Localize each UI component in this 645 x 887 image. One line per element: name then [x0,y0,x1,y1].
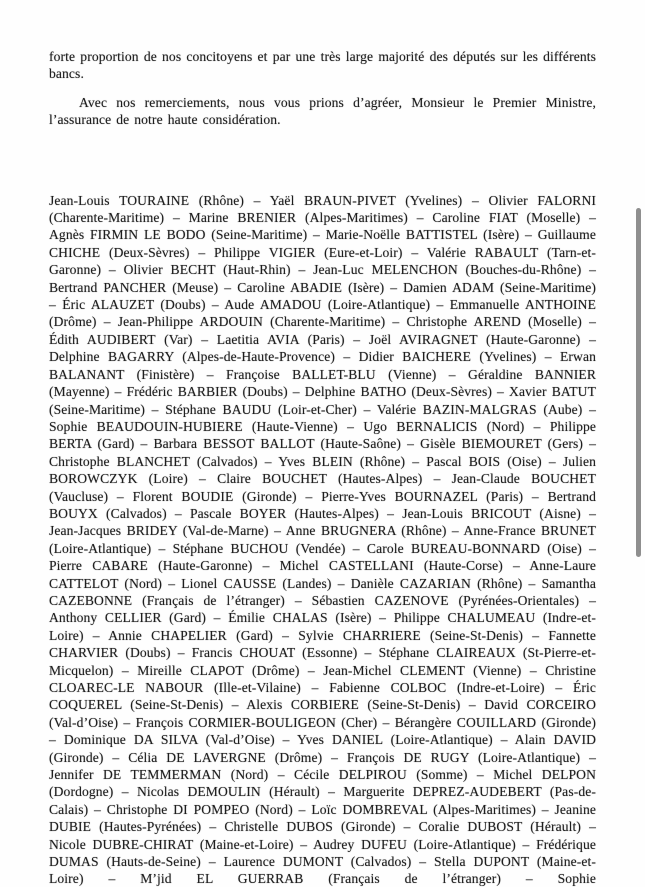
letter-body [49,48,596,887]
letter-paragraph-continuation: forte proportion de nos concitoyens et par une très large majorité des députés sur les différents bancs. [49,49,596,82]
scrollbar-thumb[interactable] [636,208,641,557]
letter-paragraph-closing: Avec nos remerciements, nous vous prions d’agréer, Monsieur le Premier Ministre, l’assurance de notre haute considération. [49,94,596,128]
signatories-list: Jean-Louis TOURAINE (Rhône) – Yaël BRAUN-PIVET (Yvelines) – Olivier FALORNI (Charente-Maritime) – Marine BRENIER (Alpes-Maritimes) – Caroline FIAT (Moselle) – Agnès FIRMIN LE BODO (Seine-Maritime) – Marie-Noëlle BATTISTEL (Isère) – Guillaume CHICHE (Deux-Sèvres) – Philippe VIGIER (Eure-et-Loir) – Valérie RABAULT (Tarn-et-Garonne) – Olivier BECHT (Haut-Rhin) – Jean-Luc MELENCHON (Bouches-du-Rhône) – Bertrand PANCHER (Meuse) – Caroline ABADIE (Isère) – Damien ADAM (Seine-Maritime) – Éric ALAUZET (Doubs) – Aude AMADOU (Loire-Atlantique) – Emmanuelle ANTHOINE (Drôme) – Jean-Philippe ARDOUIN (Charente-Maritime) – Christophe AREND (Moselle) – Édith AUDIBERT (Var) – Laetitia AVIA (Paris) – Joël AVIRAGNET (Haute-Garonne) – Delphine BAGARRY (Alpes-de-Haute-Provence) – Didier BAICHERE (Yvelines) – Erwan BALANANT (Finistère) – Françoise BALLET-BLU (Vienne) – Géraldine BANNIER (Mayenne) – Frédéric BARBIER (Doubs) – Delphine BATHO (Deux-Sèvres) – Xavier BATUT (Seine-Maritime) – Stéphane BAUDU (Loir-et-Cher) – Valérie BAZIN-MALGRAS (Aube) – Sophie BEAUDOUIN-HUBIERE (Haute-Vienne) – Ugo BERNALICIS (Nord) – Philippe BERTA (Gard) – Barbara BESSOT BALLOT (Haute-Saône) – Gisèle BIEMOURET (Gers) – Christophe BLANCHET (Calvados) – Yves BLEIN (Rhône) – Pascal BOIS (Oise) – Julien BOROWCZYK (Loire) – Claire BOUCHET (Hautes-Alpes) – Jean-Claude BOUCHET (Vaucluse) – Florent BOUDIE (Gironde) – Pierre-Yves BOURNAZEL (Paris) – Bertrand BOUYX (Calvados) – Pascale BOYER (Hautes-Alpes) – Jean-Louis BRICOUT (Aisne) – Jean-Jacques BRIDEY (Val-de-Marne) – Anne BRUGNERA (Rhône) – Anne-France BRUNET (Loire-Atlantique) – Stéphane BUCHOU (Vendée) – Carole BUREAU-BONNARD (Oise) – Pierre CABARE (Haute-Garonne) – Michel CASTELLANI (Haute-Corse) – Anne-Laure CATTELOT (Nord) – Lionel CAUSSE (Landes) – Danièle CAZARIAN (Rhône) – Samantha CAZEBONNE (Français de l’étranger) – Sébastien CAZENOVE (Pyrénées-Orientales) – Anthony CELLIER (Gard) – Émilie CHALAS (Isère) – Philippe CHALUMEAU (Indre-et-Loire) – Annie CHAPELIER (Gard) – Sylvie CHARRIERE (Seine-St-Denis) – Fannette CHARVIER (Doubs) – Francis CHOUAT (Essonne) – Stéphane CLAIREAUX (St-Pierre-et-Micquelon) – Mireille CLAPOT (Drôme) – Jean-Michel CLEMENT (Vienne) – Christine CLOAREC-LE NABOUR (Ille-et-Vilaine) – Fabienne COLBOC (Indre-et-Loire) – Éric COQUEREL (Seine-St-Denis) – Alexis CORBIERE (Seine-St-Denis) – David CORCEIRO (Val-d’Oise) – François CORMIER-BOULIGEON (Cher) – Bérangère COUILLARD (Gironde) – Dominique DA SILVA (Val-d’Oise) – Yves DANIEL (Loire-Atlantique) – Alain DAVID (Gironde) – Célia DE LAVERGNE (Drôme) – François DE RUGY (Loire-Atlantique) – Jennifer DE TEMMERMAN (Nord) – Cécile DELPIROU (Somme) – Michel DELPON (Dordogne) – Nicolas DEMOULIN (Hérault) – Marguerite DEPREZ-AUDEBERT (Pas-de-Calais) – Christophe DI POMPEO (Nord) – Loïc DOMBREVAL (Alpes-Maritimes) – Jeanine DUBIE (Hautes-Pyrénées) – Christelle DUBOS (Gironde) – Coralie DUBOST (Hérault) – Nicole DUBRE-CHIRAT (Maine-et-Loire) – Audrey DUFEU (Loire-Atlantique) – Frédérique DUMAS (Hauts-de-Seine) – Laurence DUMONT (Calvados) – Stella DUPONT (Maine-et-Loire) – M’jid EL GUERRAB (Français de l’étranger) – Sophie [49,192,596,887]
